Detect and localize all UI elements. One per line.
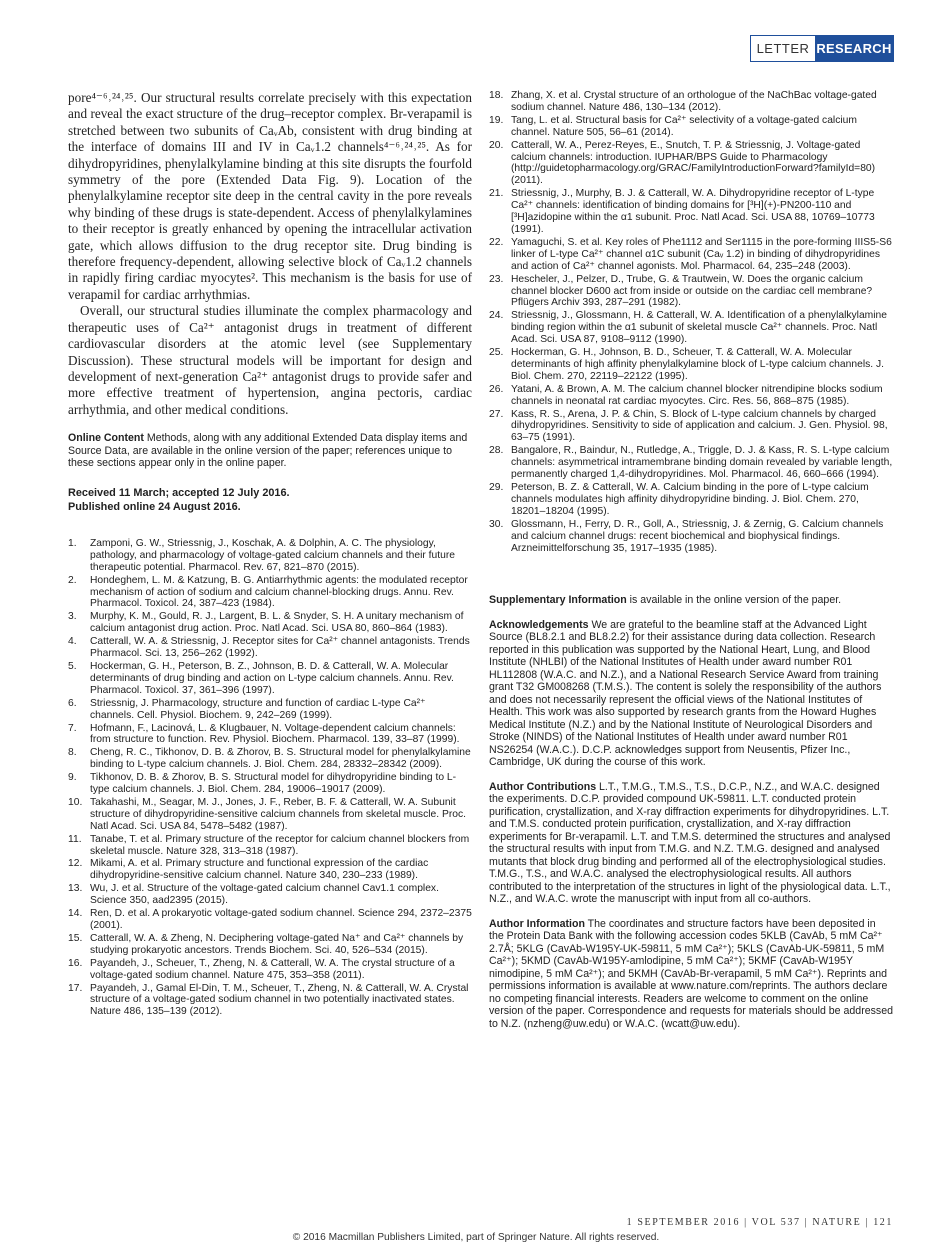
supplementary-text: is available in the online version of the paper. [626, 594, 842, 607]
reference-item: 11. Tanabe, T. et al. Primary structure of the receptor for calcium channel blockers from skeletal muscle. Nature 328, 313–318 (1987). [68, 833, 470, 857]
reference-item: 25. Hockerman, G. H., Johnson, B. D., Scheuer, T. & Catterall, W. A. Molecular determinants of high affinity phenylalkylamine block of L-type calcium channels. J. Biol. Chem. 270, 22119–22122 (1995). [489, 347, 884, 382]
published-date: Published online 24 August 2016. [68, 500, 241, 513]
author-contributions [489, 781, 893, 906]
reference-item: 1. Zamponi, G. W., Striessnig, J., Koschak, A. & Dolphin, A. C. The physiology, pathology, and pharmacology of voltage-gated calcium channels and their future therapeutic potential. Pharmacol. Rev. 67, 821–870 (2015). [68, 537, 456, 573]
publication-dates [68, 486, 472, 514]
online-content-heading: Online Content [68, 432, 144, 445]
reference-item: 4. Catterall, W. A. & Striessnig, J. Receptor sites for Ca²⁺ channel antagonists. Trends Pharmacol. Sci. 13, 256–262 (1992). [68, 636, 470, 660]
reference-item: 14. Ren, D. et al. A prokaryotic voltage-gated sodium channel. Science 294, 2372–2375 (2001). [68, 908, 472, 931]
reference-item: 5. Hockerman, G. H., Peterson, B. Z., Johnson, B. D. & Catterall, W. A. Molecular determinants of drug binding and action on L-type calcium channels. Annu. Rev. Pharmacol. Toxicol. 37, 361–396 (1997). [68, 660, 454, 696]
body-paragraph: Overall, our structural studies illuminate the complex pharmacology and therapeutic uses of Ca²⁺ antagonist drugs in treatment of different cardiovascular disorders at the atomic level (see Supplementary Discussion). These structural models will be important for design and development of next-generation Ca²⁺ antagonist drugs to provide safer and more effective treatment of hypertension, angina pectoris, cardiac arrhythmia, and other medical conditions. [68, 303, 472, 417]
reference-item: 10. Takahashi, M., Seagar, M. J., Jones, J. F., Reber, B. F. & Catterall, W. A. Subunit structure of dihydropyridine-sensitive calcium channels from skeletal muscle. Proc. Natl Acad. Sci. USA 84, 5478–5482 (1987). [68, 796, 466, 832]
online-content-note [68, 432, 472, 470]
author-contributions-heading: Author Contributions [489, 780, 597, 793]
author-information-text: The coordinates and structure factors have been deposited in the Protein Data Bank with the following accession codes 5KLB (CavAb, 5 mM Ca²⁺ 2.7Å; 5KLG (CavAb-W195Y-UK-59811, 5 mM Ca²⁺); 5KLS (CavAb-UK-59811, 5 mM Ca²⁺); 5KMD (CavAb-W195Y-amlodipine, 5 mM Ca²⁺); 5KMF (CavAb-W195Y nimodipine, 5 mM Ca²⁺); and 5KMH (CavAb-Br-verapamil, 5 mM Ca²⁺). Reprints and permissions information is available at www.nature.com/reprints. The authors declare no competing financial interests. Readers are welcome to comment on the online version of the paper. Correspondence and requests for materials should be addressed to N.Z. (nzheng@uw.edu) or W.A.C. (wcatt@uw.edu). [489, 917, 893, 1030]
reference-item: 26. Yatani, A. & Brown, A. M. The calcium channel blocker nitrendipine blocks sodium channels in neonatal rat cardiac myocytes. Circ. Res. 56, 868–875 (1985). [489, 383, 883, 407]
copyright-notice: © 2016 Macmillan Publishers Limited, part of Springer Nature. All rights reserved. [292, 1232, 660, 1243]
author-information-heading: Author Information [489, 917, 585, 930]
letter-label: LETTER [751, 36, 815, 61]
reference-item: 19. Tang, L. et al. Structural basis for Ca²⁺ selectivity of a voltage-gated calcium channel. Nature 505, 56–61 (2014). [489, 114, 857, 138]
research-label: RESEARCH [815, 36, 893, 61]
reference-item: 7. Hofmann, F., Lacinová, L. & Klugbauer, N. Voltage-dependent calcium channels: from structure to function. Rev. Physiol. Biochem. Pharmacol. 139, 33–87 (1999). [68, 722, 460, 746]
reference-item: 24. Striessnig, J., Glossmann, H. & Catterall, W. A. Identification of a phenylalkylamine binding region within the α1 subunit of skeletal muscle Ca²⁺ channels. Proc. Natl Acad. Sci. USA 87, 9108–9112 (1990). [489, 310, 888, 346]
right-column [489, 90, 893, 1030]
reference-item: 30. Glossmann, H., Ferry, D. R., Goll, A., Striessnig, J. & Zernig, G. Calcium channels and calcium channel drugs: recent biochemical and biophysical findings. Arzneimittelforschung 35, 1917–1935 (1985). [489, 518, 884, 554]
reference-list-left [68, 538, 472, 1018]
reference-list-right [489, 90, 893, 554]
acknowledgements-text: We are grateful to the beamline staff at the Advanced Light Source (BL8.2.1 and BL8.2.2) for their assistance during data collection. Research reported in this publication was supported by the National Heart, Lung, and Blood Institute (NHLBI) of the National Institutes of Health under award number R01 HL112808 (W.A.C. and N.Z.), and a National Research Service Award from training grant T32 GM008268 (T.M.S.). The content is solely the responsibility of the authors and does not necessarily represent the official views of the National Institutes of Health. This work was also supported by research grants from the Howard Hughes Medical Institute (N.Z.) and by the National Institute of Neurological Disorders and Stroke (NINDS) of the National Institutes of Health under award number R01 NS26254 (W.A.C.). D.C.P. acknowledges support from Neusentis, Pfizer Inc., Cambridge, UK during the course of this work. [489, 618, 882, 769]
reference-item: 6. Striessnig, J. Pharmacology, structure and function of cardiac L-type Ca²⁺ channels. Cell. Physiol. Biochem. 9, 242–269 (1999). [68, 697, 426, 721]
reference-item: 28. Bangalore, R., Baindur, N., Rutledge, A., Triggle, D. J. & Kass, R. S. L-type calcium channels: asymmetrical intramembrane binding domain revealed by variable length, permanently charged 1,4-dihydropyridines. Mol. Pharmacol. 46, 660–666 (1994). [489, 445, 893, 481]
reference-item: 29. Peterson, B. Z. & Catterall, W. A. Calcium binding in the pore of L-type calcium channels modulates high affinity dihydropyridine binding. J. Biol. Chem. 270, 18201–18204 (1995). [489, 482, 869, 517]
body-paragraph: pore⁴⁻⁶˒²⁴˒²⁵. Our structural results correlate precisely with this expectation and reveal the exact structure of the drug–receptor complex. Br-verapamil is stretched between two subunits of CaᵥAb, consistent with drug binding at the interface of domains III and IV in Caᵥ1.2 channels⁴⁻⁶˒²⁴˒²⁵. As for dihydropyridines, phenylalkylamine binding at this site disrupts the fourfold symmetry of the pore (Extended Data Fig. 9). Location of the phenylalkylamine receptor site deep in the central cavity in the pore reveals why binding of these drugs is state-dependent. Access of phenylalkylamines to their receptor is greatly enhanced by opening the intracellular activation gate, which allows diffusion to the drug receptor site. Drug binding is therefore frequency-dependent, allowing selective block of Caᵥ1.2 channels in rapidly firing cardiac myocytes². This mechanism is the basis for use of verapamil for cardiac arrhythmias. [68, 90, 472, 302]
reference-item: 9. Tikhonov, D. B. & Zhorov, B. S. Structural model for dihydropyridine binding to L-type calcium channels. J. Biol. Chem. 284, 19006–19017 (2009). [68, 772, 457, 796]
reference-item: 22. Yamaguchi, S. et al. Key roles of Phe1112 and Ser1115 in the pore-forming IIIS5-S6 linker of L-type Ca²⁺ channel α1C subunit (Caᵥ 1.2) in binding of dihydropyridines and action of Ca²⁺ channel agonists. Mol. Pharmacol. 64, 235–248 (2003). [489, 236, 892, 272]
article-type-tag [750, 35, 894, 62]
reference-item: 23. Hescheler, J., Pelzer, D., Trube, G. & Trautwein, W. Does the organic calcium channel blocker D600 act from inside or outside on the cardiac cell membrane? Pflügers Archiv 393, 287–291 (1982). [489, 273, 873, 309]
reference-item: 27. Kass, R. S., Arena, J. P. & Chin, S. Block of L-type calcium channels by charged dihydropyridines. Sensitivity to side of application and calcium. J. Gen. Physiol. 98, 63–75 (1991). [489, 408, 888, 444]
reference-item: 18. Zhang, X. et al. Crystal structure of an orthologue of the NaChBac voltage-gated sodium channel. Nature 486, 130–134 (2012). [489, 90, 877, 113]
reference-item: 17. Payandeh, J., Gamal El-Din, T. M., Scheuer, T., Zheng, N. & Catterall, W. A. Crystal structure of a voltage-gated sodium channel in two potentially inactivated states. Nature 486, 135–139 (2012). [68, 982, 469, 1018]
supplementary-heading: Supplementary Information [489, 594, 627, 607]
reference-item: 2. Hondeghem, L. M. & Katzung, B. G. Antiarrhythmic agents: the modulated receptor mechanism of action of sodium and calcium channel-blocking drugs. Annu. Rev. Pharmacol. Toxicol. 24, 387–423 (1984). [68, 574, 468, 610]
issue-footer: 1 SEPTEMBER 2016 | VOL 537 | NATURE | 121 [626, 1217, 893, 1228]
received-date: Received 11 March; accepted 12 July 2016. [68, 486, 290, 499]
author-information [489, 918, 893, 1031]
reference-item: 13. Wu, J. et al. Structure of the voltage-gated calcium channel Cav1.1 complex. Science 350, aad2395 (2015). [68, 883, 439, 907]
reference-item: 15. Catterall, W. A. & Zheng, N. Deciphering voltage-gated Na⁺ and Ca²⁺ channels by studying prokaryotic ancestors. Trends Biochem. Sci. 40, 526–534 (2015). [68, 932, 464, 956]
online-content-text: Methods, along with any additional Extended Data display items and Source Data, are available in the online version of the paper; references unique to these sections appear only in the online paper. [68, 432, 468, 470]
left-column [68, 90, 472, 1019]
reference-item: 16. Payandeh, J., Scheuer, T., Zheng, N. & Catterall, W. A. The crystal structure of a voltage-gated sodium channel. Nature 475, 353–358 (2011). [68, 957, 455, 981]
reference-item: 3. Murphy, K. M., Gould, R. J., Largent, B. L. & Snyder, S. H. A unitary mechanism of calcium antagonist drug action. Proc. Natl Acad. Sci. USA 80, 860–864 (1983). [68, 611, 464, 635]
reference-item: 20. Catterall, W. A., Perez-Reyes, E., Snutch, T. P. & Striessnig, J. Voltage-gated calcium channels: introduction. IUPHAR/BPS Guide to Pharmacology (http://guidetopharmacology.org/GRAC/FamilyIntroductionForward?familyId=80) (2011). [489, 139, 876, 187]
body-text [68, 90, 472, 418]
reference-item: 21. Striessnig, J., Murphy, B. J. & Catterall, W. A. Dihydropyridine receptor of L-type Ca²⁺ channels: identification of binding domains for [³H](+)-PN200-110 and [³H]azidopine within the α1 subunit. Proc. Natl Acad. Sci. USA 88, 10769–10773 (1991). [489, 188, 875, 235]
author-contributions-text: L.T., T.M.G., T.M.S., T.S., D.C.P., N.Z., and W.A.C. designed the experiments. D.C.P. provided compound UK-59811. L.T. conducted protein purification, crystallization, and X-ray diffraction experiments for dihydropyridines. L.T. and T.M.S. conducted protein purification, crystallization, and X-ray diffraction experiments for Br-verapamil. L.T. and T.M.S. determined the structures and analysed the structural results with input from T.M.G. and N.Z. T.M.G. designed and analysed mutants that block drug binding and performed all of the electrophysiological studies. T.M.G., T.S., and W.A.C. analysed the electrophysiological results. All authors contributed to the interpretation of the structures in light of the physiological data. L.T., N.Z., and W.A.C. wrote the manuscript with input from all co-authors. [489, 780, 891, 906]
acknowledgements [489, 619, 893, 769]
reference-item: 8. Cheng, R. C., Tikhonov, D. B. & Zhorov, B. S. Structural model for phenylalkylamine binding to L-type calcium channels. J. Biol. Chem. 284, 28332–28342 (2009). [68, 747, 471, 771]
supplementary-info [489, 594, 893, 607]
acknowledgements-heading: Acknowledgements [489, 618, 589, 631]
reference-item: 12. Mikami, A. et al. Primary structure and functional expression of the cardiac dihydropyridine-sensitive calcium channel. Nature 340, 230–233 (1989). [68, 858, 429, 882]
